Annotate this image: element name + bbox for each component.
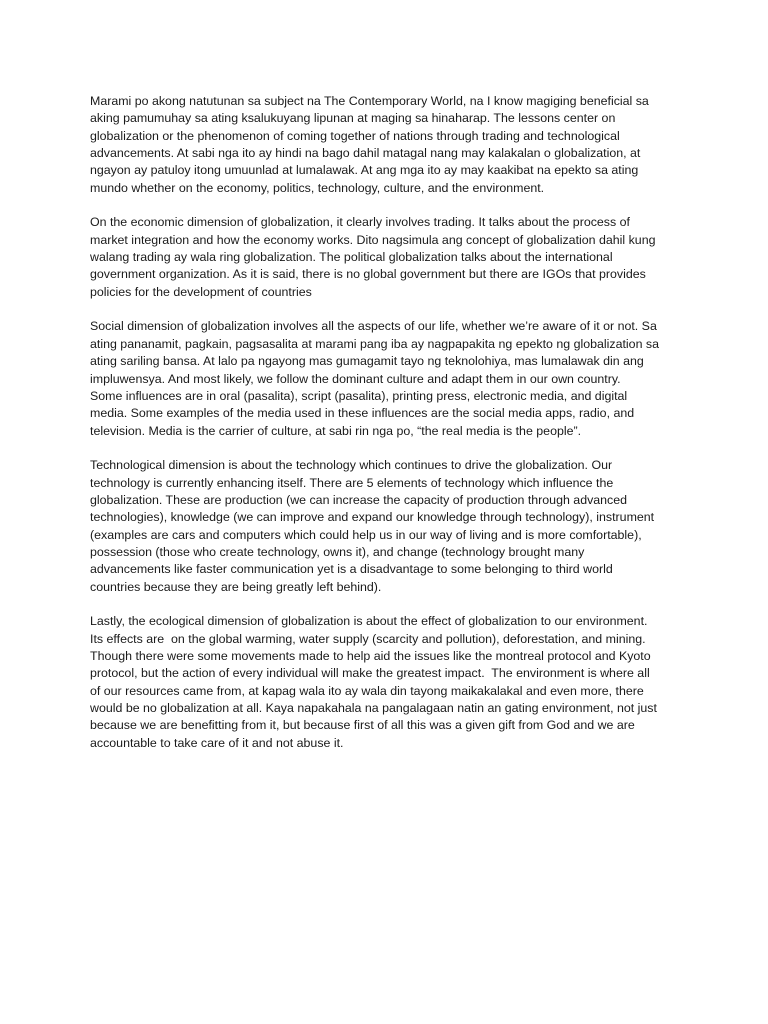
paragraph-social: Social dimension of globalization involves all the aspects of our life, whether we’re aware of it or not. Sa ating pananamit, pagkain, pagsasalita at marami pang iba ay nagpapakita ng epekto ng globalization sa ating sariling bansa. At lalo pa ngayong mas gumagamit tayo ng teknolohiya, mas lumalawak din ang impluwensya. And most likely, we follow the dominant culture and adapt them in our own country. Some influences are in oral (pasalita), script (pasalita), printing press, electronic media, and digital media. Some examples of the media used in these influences are the social media apps, radio, and television. Media is the carrier of culture, at sabi rin nga po, “the real media is the people”. (90, 319, 659, 438)
paragraph-ecological: Lastly, the ecological dimension of globalization is about the effect of globalization to our environment. Its effects are on the global warming, water supply (scarcity and pollution), deforestation, and mining. Though there were some movements made to help aid the issues like the montreal protocol and Kyoto protocol, but the action of every individual will make the greatest impact. The environment is where all of our resources came from, at kapag wala ito ay wala din tayong maikakalakal and even more, there would be no globalization at all. Kaya napakahala na pangalagaan natin an gating environment, not just because we are benefitting from it, but because first of all this was a given gift from God and we are accountable to take care of it and not abuse it. (90, 614, 657, 750)
paragraph-intro: Marami po akong natutunan sa subject na The Contemporary World, na I know magiging beneficial sa aking pamumuhay sa ating ksalukuyang lipunan at maging sa hinaharap. The lessons center on globalization or the phenomenon of coming together of nations through trading and technological advancements. At sabi nga ito ay hindi na bago dahil matagal nang may kalakalan o globalization, at ngayon ay patuloy itong umuunlad at lumalawak. At ang mga ito ay may kaakibat na epekto sa ating mundo whether on the economy, politics, technology, culture, and the environment. (90, 94, 649, 195)
document-body (90, 93, 690, 769)
paragraph-technological: Technological dimension is about the technology which continues to drive the globalization. Our technology is currently enhancing itself. There are 5 elements of technology which influence the globalization. These are production (we can increase the capacity of production through advanced technologies), knowledge (we can improve and expand our knowledge through technology), instrument (examples are cars and computers which could help us in our way of living and is more comfortable), possession (those who create technology, owns it), and change (technology brought many advancements like faster communication yet is a disadvantage to some belonging to third world countries because they are being greatly left behind). (90, 458, 655, 594)
paragraph-economic-political: On the economic dimension of globalization, it clearly involves trading. It talks about the process of market integration and how the economy works. Dito nagsimula ang concept of globalization dahil kung walang trading ay wala ring globalization. The political globalization talks about the international government organization. As it is said, there is no global government but there are IGOs that provides policies for the development of countries (90, 215, 656, 299)
